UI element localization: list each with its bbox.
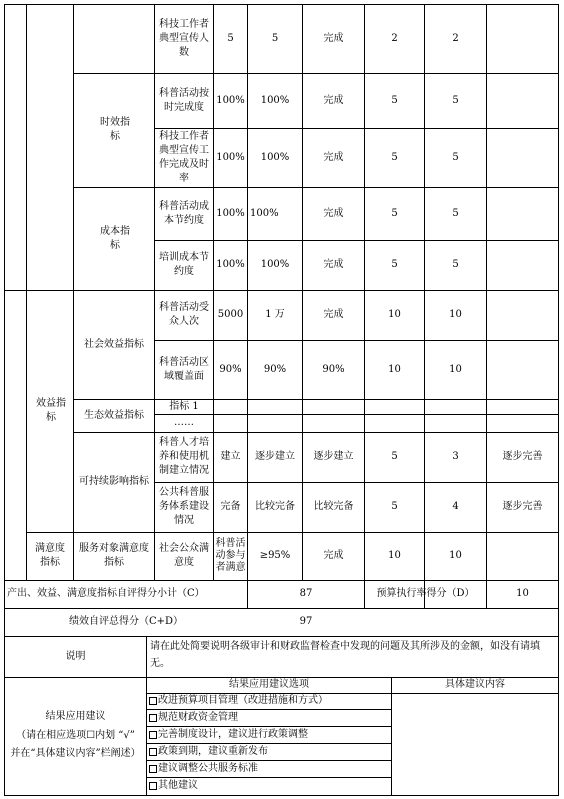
actual-value: 100% bbox=[260, 94, 290, 106]
target-value: 100% bbox=[216, 259, 245, 270]
actual-value: 1 万 bbox=[265, 309, 285, 320]
indicator-name: 科普人才培养和使用机制建立情况 bbox=[159, 437, 209, 476]
options-header: 结果应用建议选项 bbox=[229, 679, 309, 690]
indicator-name: 培训成本节约度 bbox=[159, 252, 209, 277]
budget-rate-label: 预算执行率得分（D） bbox=[376, 588, 475, 599]
status-value: 完成 bbox=[323, 151, 344, 163]
score-value: 2 bbox=[452, 32, 459, 44]
target-value: 5 bbox=[227, 32, 234, 44]
indicator-name: 科普活动受众人次 bbox=[159, 302, 209, 327]
option-improve-budget[interactable] bbox=[149, 693, 389, 709]
weight-value: 5 bbox=[391, 151, 398, 163]
actual-value: ≥95% bbox=[259, 550, 291, 561]
reason-value bbox=[487, 4, 558, 73]
status-value: 完成 bbox=[323, 207, 344, 219]
actual-value: 比较完备 bbox=[255, 501, 295, 512]
category-eco: 生态效益指标 bbox=[84, 409, 144, 421]
score-value: 10 bbox=[449, 363, 462, 375]
option-label: 其他建议 bbox=[158, 780, 198, 791]
target-value: 90% bbox=[219, 363, 242, 375]
indicator-name: 科普活动成本节约度 bbox=[159, 200, 209, 226]
reason-value bbox=[487, 187, 558, 240]
weight-value: 5 bbox=[391, 259, 398, 270]
subtotal-label: 产出、效益、满意度指标自评得分小计（C） bbox=[7, 588, 205, 599]
status-value: 完成 bbox=[323, 259, 344, 270]
score-value: 4 bbox=[452, 501, 459, 512]
checkbox-icon[interactable] bbox=[149, 697, 157, 705]
option-policy-reissue[interactable] bbox=[149, 744, 389, 760]
status-value: 完成 bbox=[323, 94, 344, 106]
indicator-name: 科普活动按时完成度 bbox=[159, 87, 209, 113]
checkbox-icon[interactable] bbox=[149, 731, 157, 739]
suggestion-content-area[interactable] bbox=[392, 694, 558, 795]
indicator-name: 科技工作者典型宣传人数 bbox=[159, 18, 209, 58]
checkbox-icon[interactable] bbox=[149, 714, 157, 722]
actual-value: 100% bbox=[260, 151, 290, 163]
note-text: 请在此处简要说明各级审计和财政监督检查中发现的问题及其所涉及的金额，如没有请填无。 bbox=[150, 641, 540, 669]
reason-value bbox=[487, 340, 558, 399]
category-sustain: 可持续影响指标 bbox=[79, 476, 149, 487]
weight-value: 2 bbox=[391, 32, 398, 44]
target-value: 5000 bbox=[217, 309, 244, 320]
suggestion-hint: 并在“具体建议内容”栏阐述） bbox=[10, 748, 141, 759]
score-value: 5 bbox=[452, 259, 459, 270]
status-value: 完成 bbox=[323, 32, 344, 44]
category-social: 社会效益指标 bbox=[84, 338, 144, 350]
actual-value: 100% bbox=[260, 259, 290, 270]
category-satisfaction: 满意度指标 bbox=[35, 543, 65, 568]
checkbox-icon[interactable] bbox=[149, 782, 157, 790]
category-satisfaction-sub: 服务对象满意度指标 bbox=[79, 543, 149, 568]
subtotal-value: 87 bbox=[299, 588, 313, 599]
weight-value: 5 bbox=[391, 207, 398, 219]
indicator-name: 公共科普服务体系建设情况 bbox=[159, 487, 209, 526]
option-other[interactable] bbox=[149, 778, 389, 794]
indicator-name: 科技工作者典型宣传工作完成及时率 bbox=[159, 130, 209, 184]
indicator-name: 指标 1 bbox=[169, 400, 199, 412]
reason-value: 逐步完善 bbox=[502, 451, 543, 462]
target-value: 100% bbox=[216, 207, 245, 219]
option-standardize-funds[interactable] bbox=[149, 710, 389, 726]
actual-value: 90% bbox=[263, 363, 287, 375]
indicator-name: 科普活动区域覆盖面 bbox=[159, 356, 209, 382]
indicator-name: …… bbox=[174, 417, 194, 428]
actual-value: 100% bbox=[250, 207, 279, 219]
indicator-name: 社会公众满意度 bbox=[159, 543, 209, 568]
status-value: 比较完备 bbox=[313, 501, 354, 512]
checkbox-icon[interactable] bbox=[149, 748, 157, 756]
reason-value bbox=[487, 240, 558, 290]
option-label: 完善制度设计，建议进行政策调整 bbox=[158, 729, 308, 740]
budget-rate-value: 10 bbox=[516, 588, 529, 599]
score-value: 3 bbox=[452, 451, 459, 462]
option-label: 改进预算项目管理（改进措施和方式） bbox=[158, 695, 328, 706]
option-label: 建议调整公共服务标准 bbox=[158, 763, 258, 774]
target-value: 建立 bbox=[220, 451, 241, 462]
category-cost: 成本指标 bbox=[100, 225, 130, 251]
option-policy-adjust[interactable] bbox=[149, 727, 389, 743]
weight-value: 5 bbox=[391, 501, 398, 512]
category-timeliness: 时效指标 bbox=[100, 117, 130, 142]
target-value: 完备 bbox=[220, 501, 241, 512]
reason-value: 逐步完善 bbox=[502, 501, 543, 512]
status-value: 90% bbox=[322, 363, 345, 375]
target-value: 100% bbox=[216, 151, 245, 163]
total-score-value: 97 bbox=[299, 616, 313, 627]
checkbox-icon[interactable] bbox=[149, 765, 157, 773]
weight-value: 10 bbox=[388, 550, 401, 561]
status-value: 完成 bbox=[323, 550, 344, 561]
reason-value bbox=[487, 73, 558, 128]
score-value: 5 bbox=[452, 151, 459, 163]
score-value: 10 bbox=[449, 550, 462, 561]
actual-value: 逐步建立 bbox=[255, 451, 295, 462]
weight-value: 10 bbox=[388, 309, 401, 320]
suggestion-hint: （请在相应选项☐内划 “√” bbox=[16, 730, 135, 741]
total-score-label: 绩效自评总得分（C+D） bbox=[68, 616, 184, 627]
option-label: 规范财政资金管理 bbox=[158, 712, 238, 723]
category-benefit: 效益指标 bbox=[36, 398, 66, 423]
status-value: 完成 bbox=[323, 309, 344, 320]
reason-value bbox=[487, 128, 558, 187]
suggestion-label: 结果应用建议 bbox=[45, 711, 106, 722]
target-value: 科普活动参与者满意 bbox=[215, 538, 246, 573]
weight-value: 5 bbox=[391, 451, 398, 462]
score-value: 5 bbox=[452, 94, 459, 106]
weight-value: 5 bbox=[391, 94, 398, 106]
score-value: 5 bbox=[452, 207, 459, 219]
content-header: 具体建议内容 bbox=[445, 679, 505, 690]
reason-value bbox=[487, 290, 558, 340]
status-value: 逐步建立 bbox=[313, 451, 354, 462]
score-value: 10 bbox=[449, 309, 462, 320]
note-label: 说明 bbox=[65, 650, 86, 662]
target-value: 100% bbox=[216, 94, 245, 106]
actual-value: 5 bbox=[271, 32, 279, 44]
option-service-standard[interactable] bbox=[149, 761, 389, 777]
weight-value: 10 bbox=[388, 363, 401, 375]
reason-value bbox=[487, 532, 558, 580]
option-label: 政策到期，建议重新发布 bbox=[158, 746, 268, 757]
